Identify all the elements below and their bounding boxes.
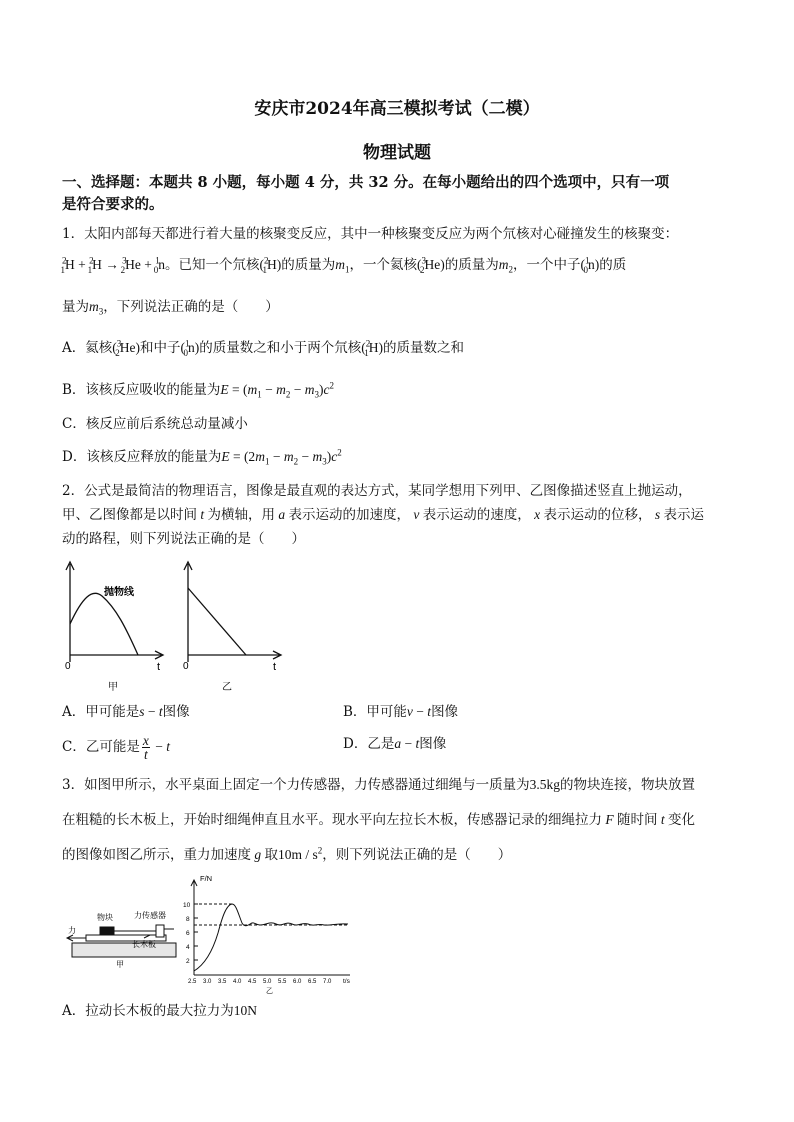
- q1-stem-line2: $^2_1$H + $^2_1$H → $^3_2$He + $^1_0$n。已知一个氘核($^2_1$H)的质量为$m_1$，一个氦核($^3_2$He)的质量为$m_2$，一个中子($^1_0$n)的质: [60, 255, 627, 275]
- q3-stem-line3: 的图像如图乙所示，重力加速度 g 取$10m / s^2$，则下列说法正确的是（ ）: [62, 845, 512, 863]
- q2-stem-line1: 2．公式是最简洁的物理语言，图像是最直观的表达方式，某同学想用下列甲、乙图像描述竖直上抛运动，: [62, 483, 692, 499]
- t-axis-label: t/s: [343, 978, 350, 985]
- graph-jia-name: 甲: [108, 682, 118, 693]
- graph-yi-name: 乙: [222, 682, 232, 693]
- y-tick-8: 8: [186, 916, 190, 923]
- x-tick-labels: [188, 979, 332, 985]
- x-tick: 3.5: [218, 979, 227, 985]
- x-tick: 4.5: [248, 979, 257, 985]
- board-label: 长木板: [132, 940, 156, 949]
- x-tick: 6.0: [293, 979, 302, 985]
- x-tick: 4.0: [233, 979, 242, 985]
- fig-yi-name: 乙: [266, 988, 273, 995]
- q2-stem-line2: 甲、乙图像都是以时间 t 为横轴，用 a 表示运动的加速度， v 表示运动的速度， x 表示运动的位移， s 表示运: [62, 507, 705, 523]
- x-tick: 3.0: [203, 979, 212, 985]
- sensor-label: 力传感器: [134, 911, 166, 920]
- q2-option-a: A．甲可能是s − t图像: [62, 704, 190, 720]
- q1-option-a: A．氦核($^3_2$He)和中子($^1_0$n)的质量数之和小于两个氘核($^2_1$H)的质量数之和: [62, 338, 464, 358]
- x-tick: 2.5: [188, 979, 197, 985]
- x-tick: 5.5: [278, 979, 287, 985]
- y-tick-6: 6: [186, 930, 190, 937]
- x-tick: 7.0: [323, 979, 332, 985]
- q2-option-c: C．乙可能是 $\frac{x}{t}$ − t: [62, 733, 170, 762]
- x-tick: 5.0: [263, 979, 272, 985]
- q3-stem-line2: 在粗糙的长木板上，开始时细绳伸直且水平。现水平向左拉长木板，传感器记录的细绳拉力 F 随时间 t 变化: [62, 812, 696, 828]
- q1-option-d: D．该核反应释放的能量为$E = (2m_1 - m_2 - m_3)c^2$: [62, 447, 342, 467]
- x-tick: 6.5: [308, 979, 317, 985]
- q3-option-a: A．拉动长木板的最大拉力为10N: [62, 1003, 257, 1019]
- q1-option-c: C．核反应前后系统总动量减小: [62, 416, 248, 432]
- y-tick-10: 10: [183, 902, 191, 909]
- f-axis-label: F/N: [200, 874, 213, 883]
- graph-yi-t-axis: t: [273, 661, 277, 673]
- q3-stem-line1: 3．如图甲所示，水平桌面上固定一个力传感器，力传感器通过细绳与一质量为3.5kg的物块连接，物块放置: [62, 777, 695, 793]
- page-title: 安庆市2024年高三模拟考试（二模）: [254, 99, 540, 119]
- q3-figure-yi: [180, 873, 364, 995]
- q1-stem-line3: 量为$m_3$，下列说法正确的是（ ）: [62, 299, 279, 317]
- q2-graph-jia: [60, 558, 170, 693]
- q1-stem-line1: 1．太阳内部每天都进行着大量的核聚变反应，其中一种核聚变反应为两个氘核对心碰撞发生的核聚变：: [62, 226, 679, 242]
- section-heading: 一、选择题：本题共 8 小题，每小题 4 分，共 32 分。在每小题给出的四个选项中，只有一项 是符合要求的。: [62, 174, 670, 213]
- q2-graph-yi: [178, 558, 288, 693]
- graph-jia-origin: 0: [65, 661, 71, 672]
- y-tick-2: 2: [186, 958, 190, 965]
- q2-stem-line3: 动的路程，则下列说法正确的是（ ）: [62, 531, 305, 547]
- fig-jia-name: 甲: [116, 960, 124, 969]
- graph-yi-origin: 0: [183, 661, 189, 672]
- page-subtitle: 物理试题: [363, 143, 431, 163]
- q2-option-d: D．乙是a − t图像: [343, 736, 447, 752]
- q2-option-b: B．甲可能v − t图像: [343, 704, 459, 720]
- y-tick-4: 4: [186, 944, 190, 951]
- q1-option-b: B．该核反应吸收的能量为$E = (m_1 - m_2 - m_3)c^2$: [62, 380, 335, 400]
- q3-figure-jia: [64, 905, 184, 975]
- parabola-label: 抛物线: [104, 587, 134, 598]
- graph-jia-t-axis: t: [157, 661, 161, 673]
- force-label: 力: [68, 926, 76, 935]
- fusion-equation: $^2_1$H + $^2_1$H → $^3_2$He + $^1_0$n: [60, 255, 165, 275]
- block-label: 物块: [97, 913, 113, 922]
